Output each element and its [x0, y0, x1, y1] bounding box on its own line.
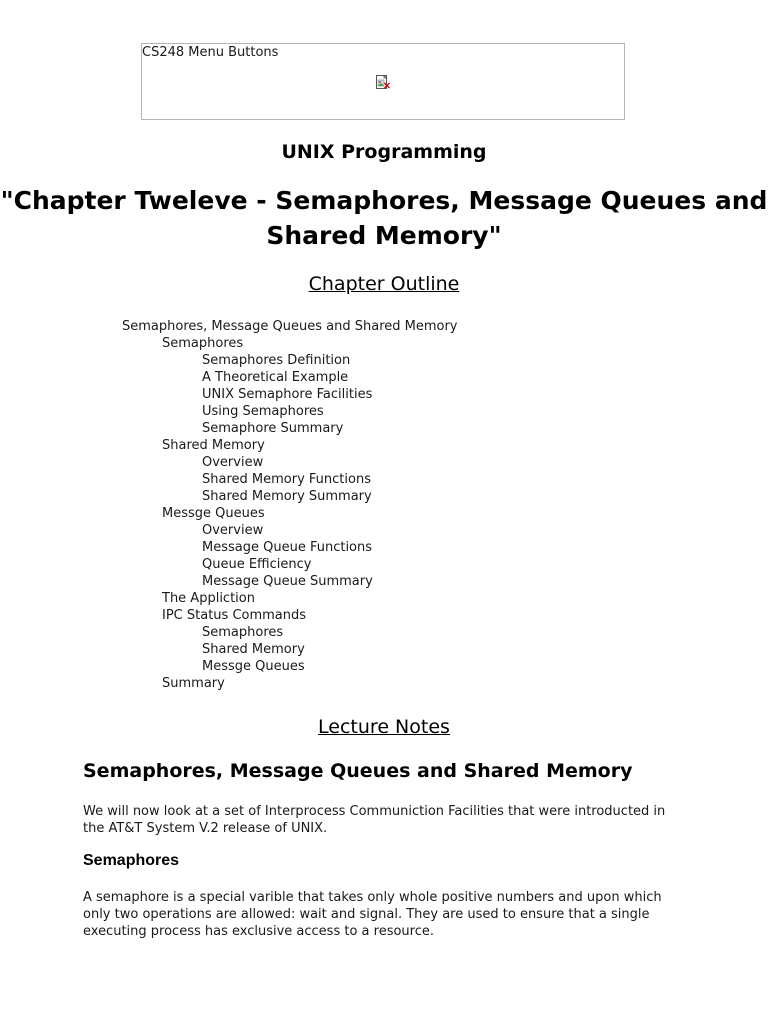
outline-item: Overview — [202, 455, 264, 470]
outline-item: Shared Memory Summary — [202, 489, 372, 504]
outline-item: Message Queue Summary — [202, 574, 373, 589]
intro-paragraph: We will now look at a set of Interprocess Communiction Facilities that were introducted in the AT&T System V.2 release of UNIX. — [83, 804, 666, 836]
outline-item: Messge Queues — [162, 506, 265, 521]
outline-item: Semaphores — [202, 625, 284, 640]
outline-item: Semaphores, Message Queues and Shared Memory — [122, 319, 458, 334]
outline-item: Semaphores — [162, 336, 244, 351]
outline-item: The Appliction — [162, 591, 255, 606]
outline-item: A Theoretical Example — [202, 370, 349, 385]
outline-item: IPC Status Commands — [162, 608, 307, 623]
menu-buttons-frame — [141, 43, 625, 120]
menu-buttons-label: CS248 Menu Buttons — [142, 45, 279, 60]
outline-item: Shared Memory — [202, 642, 305, 657]
outline-item: Shared Memory Functions — [202, 472, 371, 487]
broken-image-icon[interactable] — [375, 74, 391, 90]
outline-item: Overview — [202, 523, 264, 538]
chapter-outline-list — [122, 318, 458, 692]
chapter-title: "Chapter Tweleve - Semaphores, Message Queues and Shared Memory" — [0, 186, 768, 250]
outline-item: Using Semaphores — [202, 404, 324, 419]
outline-item: UNIX Semaphore Facilities — [202, 387, 373, 402]
lecture-notes-heading: Lecture Notes — [318, 716, 450, 738]
outline-item: Shared Memory — [162, 438, 265, 453]
semaphores-subheading: Semaphores — [83, 852, 180, 869]
outline-item: Messge Queues — [202, 659, 305, 674]
outline-item: Semaphores Definition — [202, 353, 351, 368]
section-heading: Semaphores, Message Queues and Shared Memory — [83, 760, 633, 782]
course-title: UNIX Programming — [281, 141, 487, 163]
outline-item: Queue Efficiency — [202, 557, 312, 572]
outline-item: Message Queue Functions — [202, 540, 373, 555]
outline-heading: Chapter Outline — [308, 273, 460, 295]
semaphore-paragraph: A semaphore is a special varible that takes only whole positive numbers and upon which only two operations are allowed: wait and signal. They are used to ensure that a single executing process has exclusive access to a resource. — [83, 890, 662, 939]
outline-item: Summary — [162, 676, 225, 691]
outline-item: Semaphore Summary — [202, 421, 344, 436]
